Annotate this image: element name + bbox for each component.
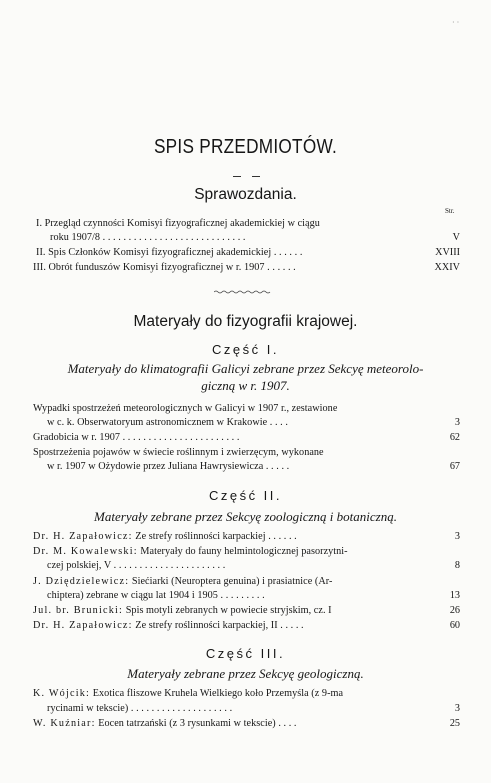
title-dash-right: [252, 176, 260, 177]
part-heading: Część II.: [208, 488, 283, 503]
toc-entry-row: [33, 576, 332, 587]
toc-entry-line: III. Obrót funduszów Komisyi fizyograficznej w r. 1907 . . . . . .: [33, 262, 296, 273]
part-subtitle: Materyały zebrane przez Sekcyę geologiczną.: [127, 666, 364, 681]
toc-author: K. Wójcik:: [33, 688, 91, 699]
toc-entry-line: Materyały do fauny helmintologicznej pasorzytni-: [140, 546, 348, 557]
toc-entry-line: w c. k. Obserwatoryum astronomicznem w Krakowie . . . .: [47, 417, 288, 428]
toc-author: Dr. M. Kowalewski:: [33, 546, 138, 557]
part-subtitle: giczną w r. 1907.: [201, 378, 290, 393]
toc-author: Dr. H. Zapałowicz:: [33, 620, 133, 631]
toc-entry-row: [33, 688, 343, 699]
page-column-label: Str.: [445, 207, 455, 215]
toc-entry-row: [33, 605, 332, 616]
section-heading-materyaly: Materyały do fizyografii krajowej.: [133, 313, 358, 330]
toc-page-number: XXIV: [434, 262, 460, 273]
toc-entry-line: Spis motyli zebranych w powiecie stryjskim, cz. I: [125, 605, 332, 616]
page-title: SPIS PRZEDMIOTÓW.: [153, 136, 338, 158]
corner-marks: · ·: [452, 18, 460, 27]
toc-entry-row: [33, 546, 348, 557]
toc-page-number: 13: [449, 590, 460, 601]
toc-entry-line: czej polskiej, V . . . . . . . . . . . . . . . . . . . . . .: [47, 560, 226, 571]
toc-entry-line: Gradobicia w r. 1907 . . . . . . . . . . . . . . . . . . . . . . .: [33, 432, 240, 443]
toc-author: Dr. H. Zapałowicz:: [33, 531, 133, 542]
toc-page-number: 8: [454, 560, 460, 571]
toc-author: J. Dziędzielewicz:: [33, 576, 130, 587]
section-heading-sprawozdania: Sprawozdania.: [194, 186, 297, 203]
toc-page-number: 3: [454, 531, 460, 542]
toc-entry-line: roku 1907/8 . . . . . . . . . . . . . . . . . . . . . . . . . . . .: [50, 232, 246, 243]
part-heading: Część III.: [205, 646, 286, 661]
toc-entry-line: Spostrzeżenia pojawów w świecie roślinnym i zwierzęcym, wykonane: [33, 447, 324, 458]
toc-page-number: 26: [449, 605, 460, 616]
title-dash-left: [233, 176, 241, 177]
toc-entry-line: Ze strefy roślinności karpackiej . . . . . .: [135, 531, 297, 542]
toc-entry-line: Siećiarki (Neuroptera genuina) i prasiatnice (Ar-: [131, 576, 333, 587]
toc-page-number: 67: [449, 461, 460, 472]
toc-page-number: 60: [449, 620, 460, 631]
toc-entry-line: Ze strefy roślinności karpackiej, II . . . . .: [135, 620, 304, 631]
toc-entry-line: Exotica fliszowe Kruhela Wielkiego koło Przemyśla (z 9-ma: [92, 688, 344, 699]
part-heading: Część I.: [212, 342, 279, 357]
toc-entry-line: rycinami w tekscie) . . . . . . . . . . . . . . . . . . . .: [47, 703, 233, 714]
toc-entry-line: I. Przegląd czynności Komisyi fizyograficznej akademickiej w ciągu: [36, 218, 320, 229]
part-subtitle: Materyały zebrane przez Sekcyę zoologiczną i botaniczną.: [94, 509, 397, 524]
toc-entry-row: [33, 620, 304, 631]
toc-page-number: XVIII: [435, 247, 460, 258]
part-subtitle: Materyały do klimatografii Galicyi zebrane przez Sekcyę meteorolo-: [67, 361, 424, 376]
toc-author: Jul. br. Brunicki:: [33, 605, 124, 616]
toc-entry-line: II. Spis Członków Komisyi fizyograficznej akademickiej . . . . . .: [36, 247, 303, 258]
toc-page-number: 25: [449, 718, 460, 729]
decorative-divider: [214, 290, 272, 294]
toc-entry-line: w r. 1907 w Ożydowie przez Juliana Hawrysiewicza . . . . .: [47, 461, 290, 472]
toc-page-number: V: [452, 232, 460, 243]
toc-page-number: 3: [454, 417, 460, 428]
toc-page-number: 62: [449, 432, 460, 443]
toc-entry-line: Wypadki spostrzeżeń meteorologicznych w Galicyi w 1907 r., zestawione: [33, 403, 338, 414]
toc-entry-row: [33, 531, 297, 542]
toc-entry-line: chiptera) zebrane w ciągu lat 1904 i 1905 . . . . . . . . .: [47, 590, 265, 601]
toc-entry-line: Eocen tatrzański (z 3 rysunkami w tekscie) . . . .: [98, 718, 297, 729]
toc-entry-row: [33, 718, 297, 729]
toc-page-number: 3: [454, 703, 460, 714]
toc-author: W. Kuźniar:: [33, 718, 96, 729]
